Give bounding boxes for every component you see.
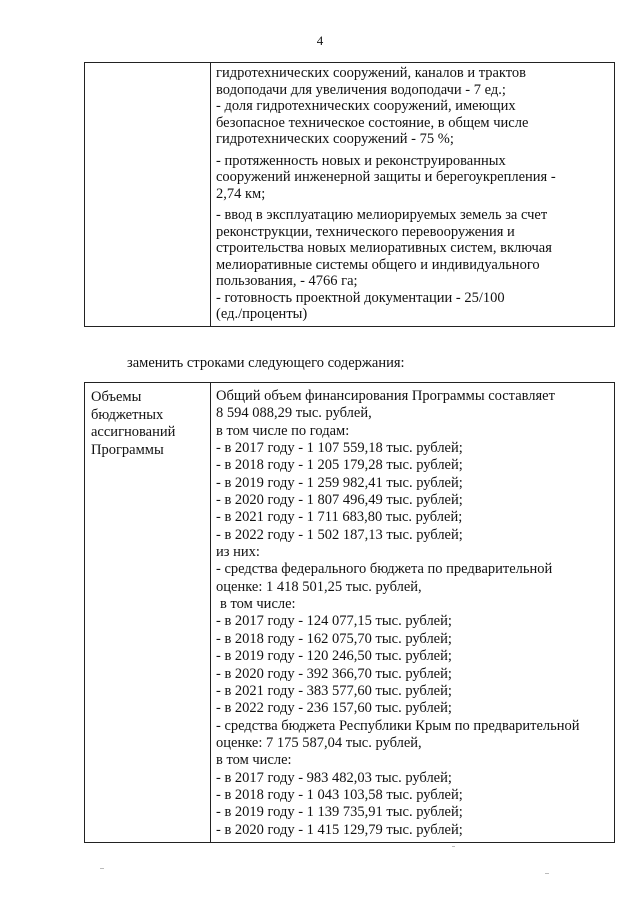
text-line: - в 2017 году - 1 107 559,18 тыс. рублей;	[216, 440, 463, 457]
scan-artifact	[452, 846, 455, 847]
text-line: из них:	[216, 544, 260, 561]
budget-label	[85, 383, 210, 459]
text-line: реконструкции, технического перевооружения и	[216, 223, 515, 240]
text-line: - в 2018 году - 1 205 179,28 тыс. рублей;	[216, 457, 463, 474]
text-line: Программы	[91, 441, 164, 458]
table-row	[85, 63, 615, 327]
empty-left-cell	[85, 63, 211, 327]
paragraph	[216, 65, 610, 148]
continuation-table	[84, 62, 615, 327]
text-line: - в 2020 году - 392 366,70 тыс. рублей;	[216, 665, 452, 682]
text-line: - в 2019 году - 120 246,50 тыс. рублей;	[216, 648, 452, 665]
text-line: - средства федерального бюджета по предварительной	[216, 561, 553, 578]
scan-artifact	[545, 873, 549, 874]
text-line: - в 2021 году - 383 577,60 тыс. рублей;	[216, 682, 452, 699]
text-line: - в 2022 году - 1 502 187,13 тыс. рублей;	[216, 526, 463, 543]
indicators-cell	[211, 63, 615, 327]
text-line: - протяженность новых и реконструированных	[216, 152, 506, 169]
text-line: - в 2020 году - 1 415 129,79 тыс. рублей;	[216, 821, 463, 838]
budget-label-cell	[85, 383, 211, 843]
budget-details-cell	[211, 383, 615, 843]
text-line: Объемы	[91, 389, 142, 405]
budget-details-text	[211, 383, 614, 842]
text-line: оценке: 7 175 587,04 тыс. рублей,	[216, 734, 422, 751]
text-line: - ввод в эксплуатацию мелиорируемых земель за счет	[216, 207, 548, 223]
text-line: безопасное техническое состояние, в общем числе	[216, 114, 529, 131]
text-line: - доля гидротехнических сооружений, имеющих	[216, 98, 516, 114]
table-row	[85, 383, 615, 843]
text-line: 2,74 км;	[216, 185, 266, 202]
text-line: - в 2021 году - 1 711 683,80 тыс. рублей;	[216, 509, 463, 526]
text-line: - в 2019 году - 1 139 735,91 тыс. рублей;	[216, 804, 463, 821]
text-line: гидротехнических сооружений - 75 %;	[216, 131, 454, 147]
text-line: оценке: 1 418 501,25 тыс. рублей,	[216, 578, 422, 595]
text-line: (ед./проценты)	[216, 306, 308, 322]
text-line: бюджетных	[91, 406, 164, 423]
paragraph	[216, 153, 610, 203]
paragraph	[216, 207, 610, 323]
text-line: - средства бюджета Республики Крым по предварительной	[216, 717, 580, 734]
text-line: - в 2018 году - 162 075,70 тыс. рублей;	[216, 630, 452, 647]
text-line: 8 594 088,29 тыс. рублей,	[216, 405, 372, 422]
text-line: пользования, - 4766 га;	[216, 273, 358, 289]
text-line: водоподачи для увеличения водоподачи - 7 ед.;	[216, 81, 506, 98]
text-line: ассигнований	[91, 424, 176, 440]
text-line: - в 2020 году - 1 807 496,49 тыс. рублей;	[216, 492, 463, 509]
text-line: мелиоративные системы общего и индивидуального	[216, 256, 540, 273]
text-line: - готовность проектной документации - 25/100	[216, 289, 505, 306]
text-line: Общий объем финансирования Программы составляет	[216, 388, 555, 404]
text-line: - в 2022 году - 236 157,60 тыс. рублей;	[216, 700, 452, 717]
scan-artifact	[100, 868, 104, 869]
text-line: гидротехнических сооружений, каналов и трактов	[216, 65, 527, 81]
text-line: в том числе по годам:	[216, 422, 350, 439]
text-line: в том числе:	[220, 596, 296, 613]
replace-instruction: заменить строками следующего содержания:	[127, 355, 405, 371]
page-number: 4	[316, 33, 324, 48]
text-line: - в 2017 году - 124 077,15 тыс. рублей;	[216, 613, 452, 630]
text-line: - в 2018 году - 1 043 103,58 тыс. рублей;	[216, 786, 463, 803]
budget-table	[84, 382, 615, 843]
text-line: - в 2017 году - 983 482,03 тыс. рублей;	[216, 769, 452, 786]
text-line: сооружений инженерной защиты и берегоукрепления -	[216, 169, 556, 185]
text-line: - в 2019 году - 1 259 982,41 тыс. рублей;	[216, 474, 463, 491]
indicators-text	[211, 63, 614, 326]
text-line: в том числе:	[216, 752, 292, 769]
text-line: строительства новых мелиоративных систем, включая	[216, 240, 552, 256]
